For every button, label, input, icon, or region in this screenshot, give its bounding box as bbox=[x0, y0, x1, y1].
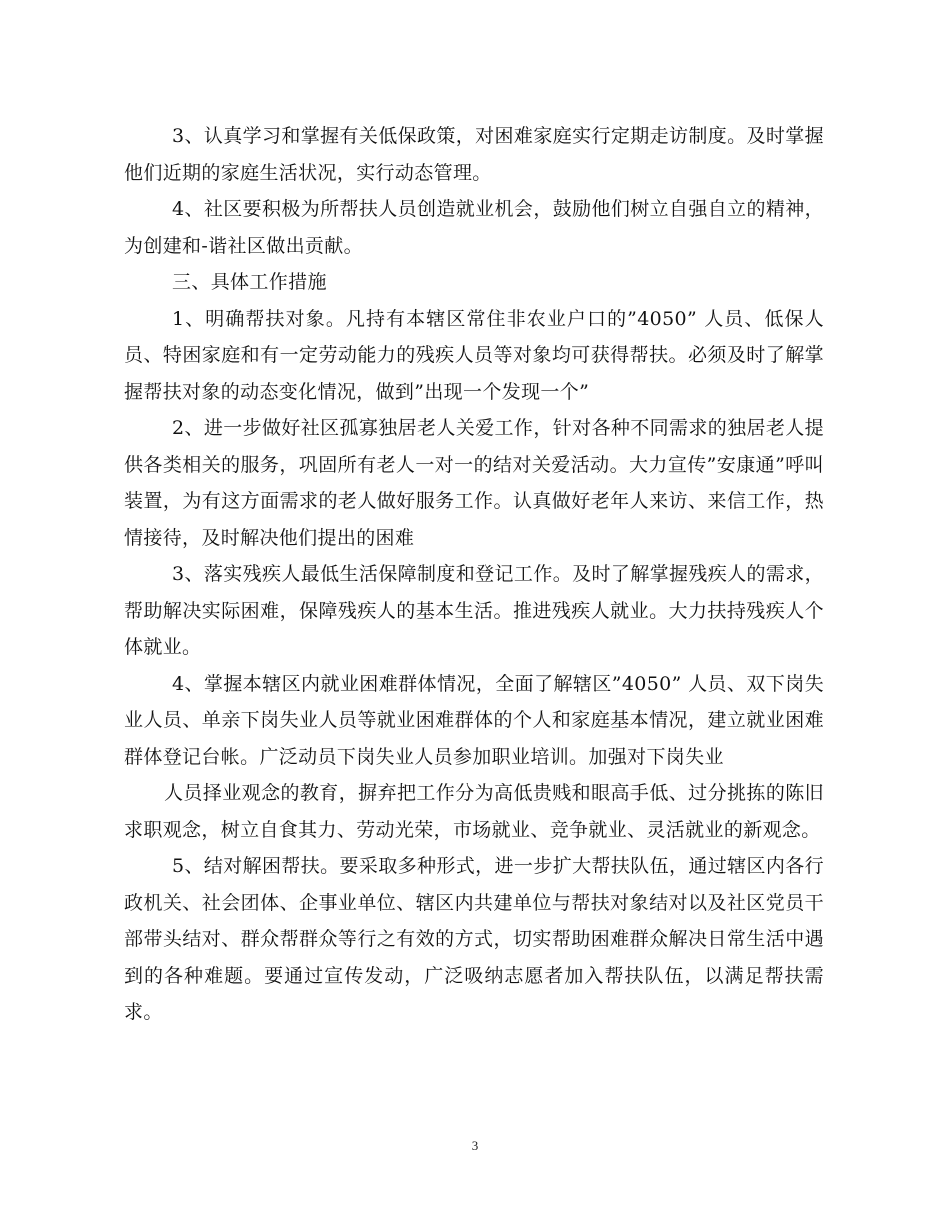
paragraph-item-4-employment: 4、社区要积极为所帮扶人员创造就业机会，鼓励他们树立自强自立的精神，为创建和-谐社区做出贡献。 bbox=[124, 198, 824, 257]
paragraph-measure-1: 1、明确帮扶对象。凡持有本辖区常住非农业户口的”4050” 人员、低保人员、特困家庭和有一定劳动能力的残疾人员等对象均可获得帮扶。必须及时了解掌握帮扶对象的动态变化情况，做到”出现一个发现一个” bbox=[124, 307, 824, 403]
paragraph-measure-4-continued: 人员择业观念的教育，摒弃把工作分为高低贵贱和眼高手低、过分挑拣的陈旧求职观念，树立自食其力、劳动光荣，市场就业、竞争就业、灵活就业的新观念。 bbox=[124, 782, 824, 841]
paragraph-measure-3: 3、落实残疾人最低生活保障制度和登记工作。及时了解掌握残疾人的需求，帮助解决实际困难，保障残疾人的基本生活。推进残疾人就业。大力扶持残疾人个体就业。 bbox=[124, 563, 824, 658]
paragraph-measure-4: 4、掌握本辖区内就业困难群体情况，全面了解辖区”4050” 人员、双下岗失业人员、单亲下岗失业人员等就业困难群体的个人和家庭基本情况，建立就业困难群体登记台帐。广泛动员下岗失业人员参加职业培训。加强对下岗失业 bbox=[124, 672, 824, 768]
paragraph-item-3-policy: 3、认真学习和掌握有关低保政策，对困难家庭实行定期走访制度。及时掌握他们近期的家庭生活状况，实行动态管理。 bbox=[124, 125, 824, 184]
document-body bbox=[124, 118, 824, 1031]
paragraph-measure-2: 2、进一步做好社区孤寡独居老人关爱工作，针对各种不同需求的独居老人提供各类相关的服务，巩固所有老人一对一的结对关爱活动。大力宣传”安康通”呼叫装置，为有这方面需求的老人做好服务工作。认真做好老年人来访、来信工作，热情接待，及时解决他们提出的困难 bbox=[124, 417, 824, 549]
page-number: 3 bbox=[471, 1138, 479, 1153]
section-heading: 三、具体工作措施 bbox=[172, 271, 327, 293]
paragraph-measure-5: 5、结对解困帮扶。要采取多种形式，进一步扩大帮扶队伍，通过辖区内各行政机关、社会团体、企事业单位、辖区内共建单位与帮扶对象结对以及社区党员干部带头结对、群众帮群众等行之有效的方式，切实帮助困难群众解决日常生活中遇到的各种难题。要通过宣传发动，广泛吸纳志愿者加入帮扶队伍，以满足帮扶需求。 bbox=[124, 855, 824, 1023]
